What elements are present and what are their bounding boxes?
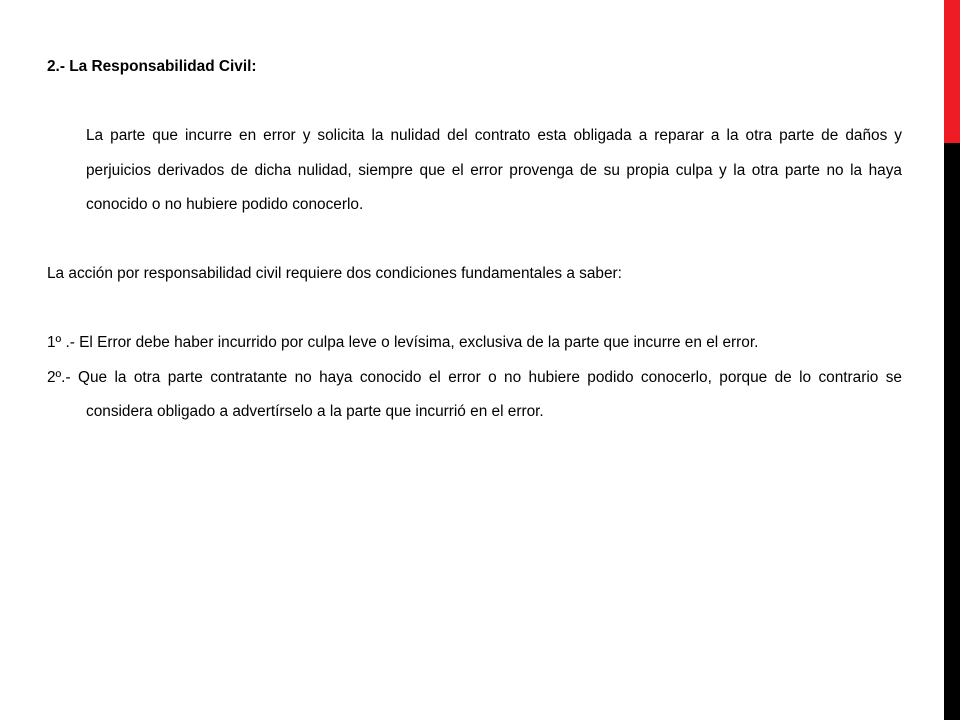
condition-item-2: 2º.- Que la otra parte contratante no haya conocido el error o no hubiere podido conocerlo, porque de lo contrario se considera obligado a advertírselo a la parte que incurrió en el error.: [47, 368, 902, 420]
side-accent-black: [944, 143, 960, 720]
side-accent-red: [944, 0, 960, 143]
side-accent-bar: [944, 0, 960, 720]
slide-content: [47, 50, 902, 430]
section-heading: 2.- La Responsabilidad Civil:: [47, 58, 257, 75]
condition-item-1: 1º .- El Error debe haber incurrido por culpa leve o levísima, exclusiva de la parte que incurre en el error.: [47, 334, 759, 351]
paragraph-conditions-intro: La acción por responsabilidad civil requiere dos condiciones fundamentales a saber:: [47, 265, 622, 282]
intro-paragraph-block: [47, 119, 902, 223]
paragraph-liability-intro: La parte que incurre en error y solicita la nulidad del contrato esta obligada a reparar a la otra parte de daños y perjuicios derivados de dicha nulidad, siempre que el error provenga de su propia culpa y la otra parte no la haya conocido o no hubiere podido conocerlo.: [86, 127, 902, 213]
